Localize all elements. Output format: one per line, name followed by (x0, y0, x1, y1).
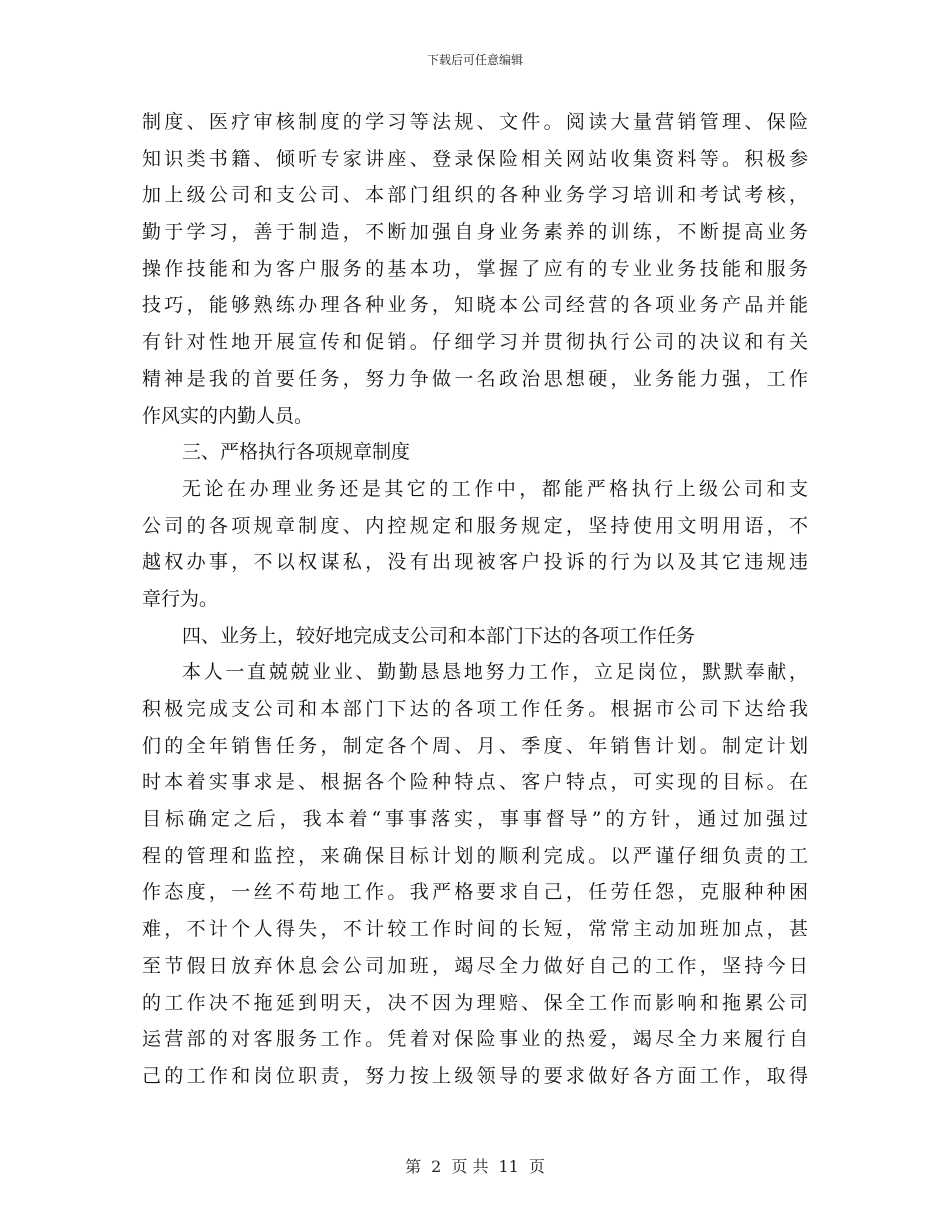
text-line: 难，不计个人得失，不计较工作时间的长短，常常主动加班加点，甚 (142, 918, 808, 941)
text-line: 操作技能和为客户服务的基本功，掌握了应有的专业业务技能和服务 (142, 257, 808, 280)
text-line: 己的工作和岗位职责，努力按上级领导的要求做好各方面工作，取得 (142, 1064, 808, 1087)
section-heading: 四、业务上，较好地完成支公司和本部门下达的各项工作任务 (182, 624, 696, 647)
text-line: 作态度，一丝不苟地工作。我严格要求自己，任劳任怨，克服种种困 (142, 881, 808, 904)
footer-page-number: 2 (431, 1157, 442, 1176)
footer-total-pages: 11 (498, 1157, 519, 1176)
text-line: 目标确定之后，我本着“事事落实，事事督导”的方针，通过加强过 (142, 808, 808, 831)
page-footer (0, 1157, 950, 1177)
page-header: 下载后可任意编辑 (426, 53, 523, 67)
footer-middle: 页 共 (451, 1157, 489, 1176)
text-line: 越权办事，不以权谋私，没有出现被客户投诉的行为以及其它违规违 (142, 551, 808, 574)
text-line: 时本着实事求是、根据各个险种特点、客户特点，可实现的目标。在 (142, 771, 808, 794)
text-line: 有针对性地开展宣传和促销。仔细学习并贯彻执行公司的决议和有关 (142, 331, 808, 354)
text-line: 本人一直兢兢业业、勤勤恳恳地努力工作，立足岗位，默默奉献， (182, 661, 808, 684)
text-line: 章行为。 (142, 587, 219, 610)
document-body (142, 104, 808, 1095)
text-line: 们的全年销售任务，制定各个周、月、季度、年销售计划。制定计划 (142, 734, 808, 757)
text-line: 程的管理和监控，来确保目标计划的顺利完成。以严谨仔细负责的工 (142, 844, 808, 867)
text-line: 运营部的对客服务工作。凭着对保险事业的热爱，竭尽全力来履行自 (142, 1028, 808, 1051)
section-heading: 三、严格执行各项规章制度 (182, 441, 411, 464)
text-line: 技巧，能够熟练办理各种业务，知晓本公司经营的各项业务产品并能 (142, 294, 808, 317)
text-line: 无论在办理业务还是其它的工作中，都能严格执行上级公司和支 (182, 477, 808, 500)
footer-suffix: 页 (528, 1157, 545, 1176)
text-line: 知识类书籍、倾听专家讲座、登录保险相关网站收集资料等。积极参 (142, 147, 808, 170)
text-line: 精神是我的首要任务，努力争做一名政治思想硬，业务能力强，工作 (142, 367, 808, 390)
text-line: 至节假日放弃休息会公司加班，竭尽全力做好自己的工作，坚持今日 (142, 954, 808, 977)
text-line: 的工作决不拖延到明天，决不因为理赔、保全工作而影响和拖累公司 (142, 991, 808, 1014)
text-line: 勤于学习，善于制造，不断加强自身业务素养的训练，不断提高业务 (142, 221, 808, 244)
text-line: 作风实的内勤人员。 (142, 404, 314, 427)
text-line: 加上级公司和支公司、本部门组织的各种业务学习培训和考试考核， (142, 184, 808, 207)
text-line: 公司的各项规章制度、内控规定和服务规定，坚持使用文明用语，不 (142, 514, 808, 537)
footer-prefix: 第 (405, 1157, 422, 1176)
text-line: 制度、医疗审核制度的学习等法规、文件。阅读大量营销管理、保险 (142, 111, 808, 133)
text-line: 积极完成支公司和本部门下达的各项工作任务。根据市公司下达给我 (142, 698, 808, 720)
